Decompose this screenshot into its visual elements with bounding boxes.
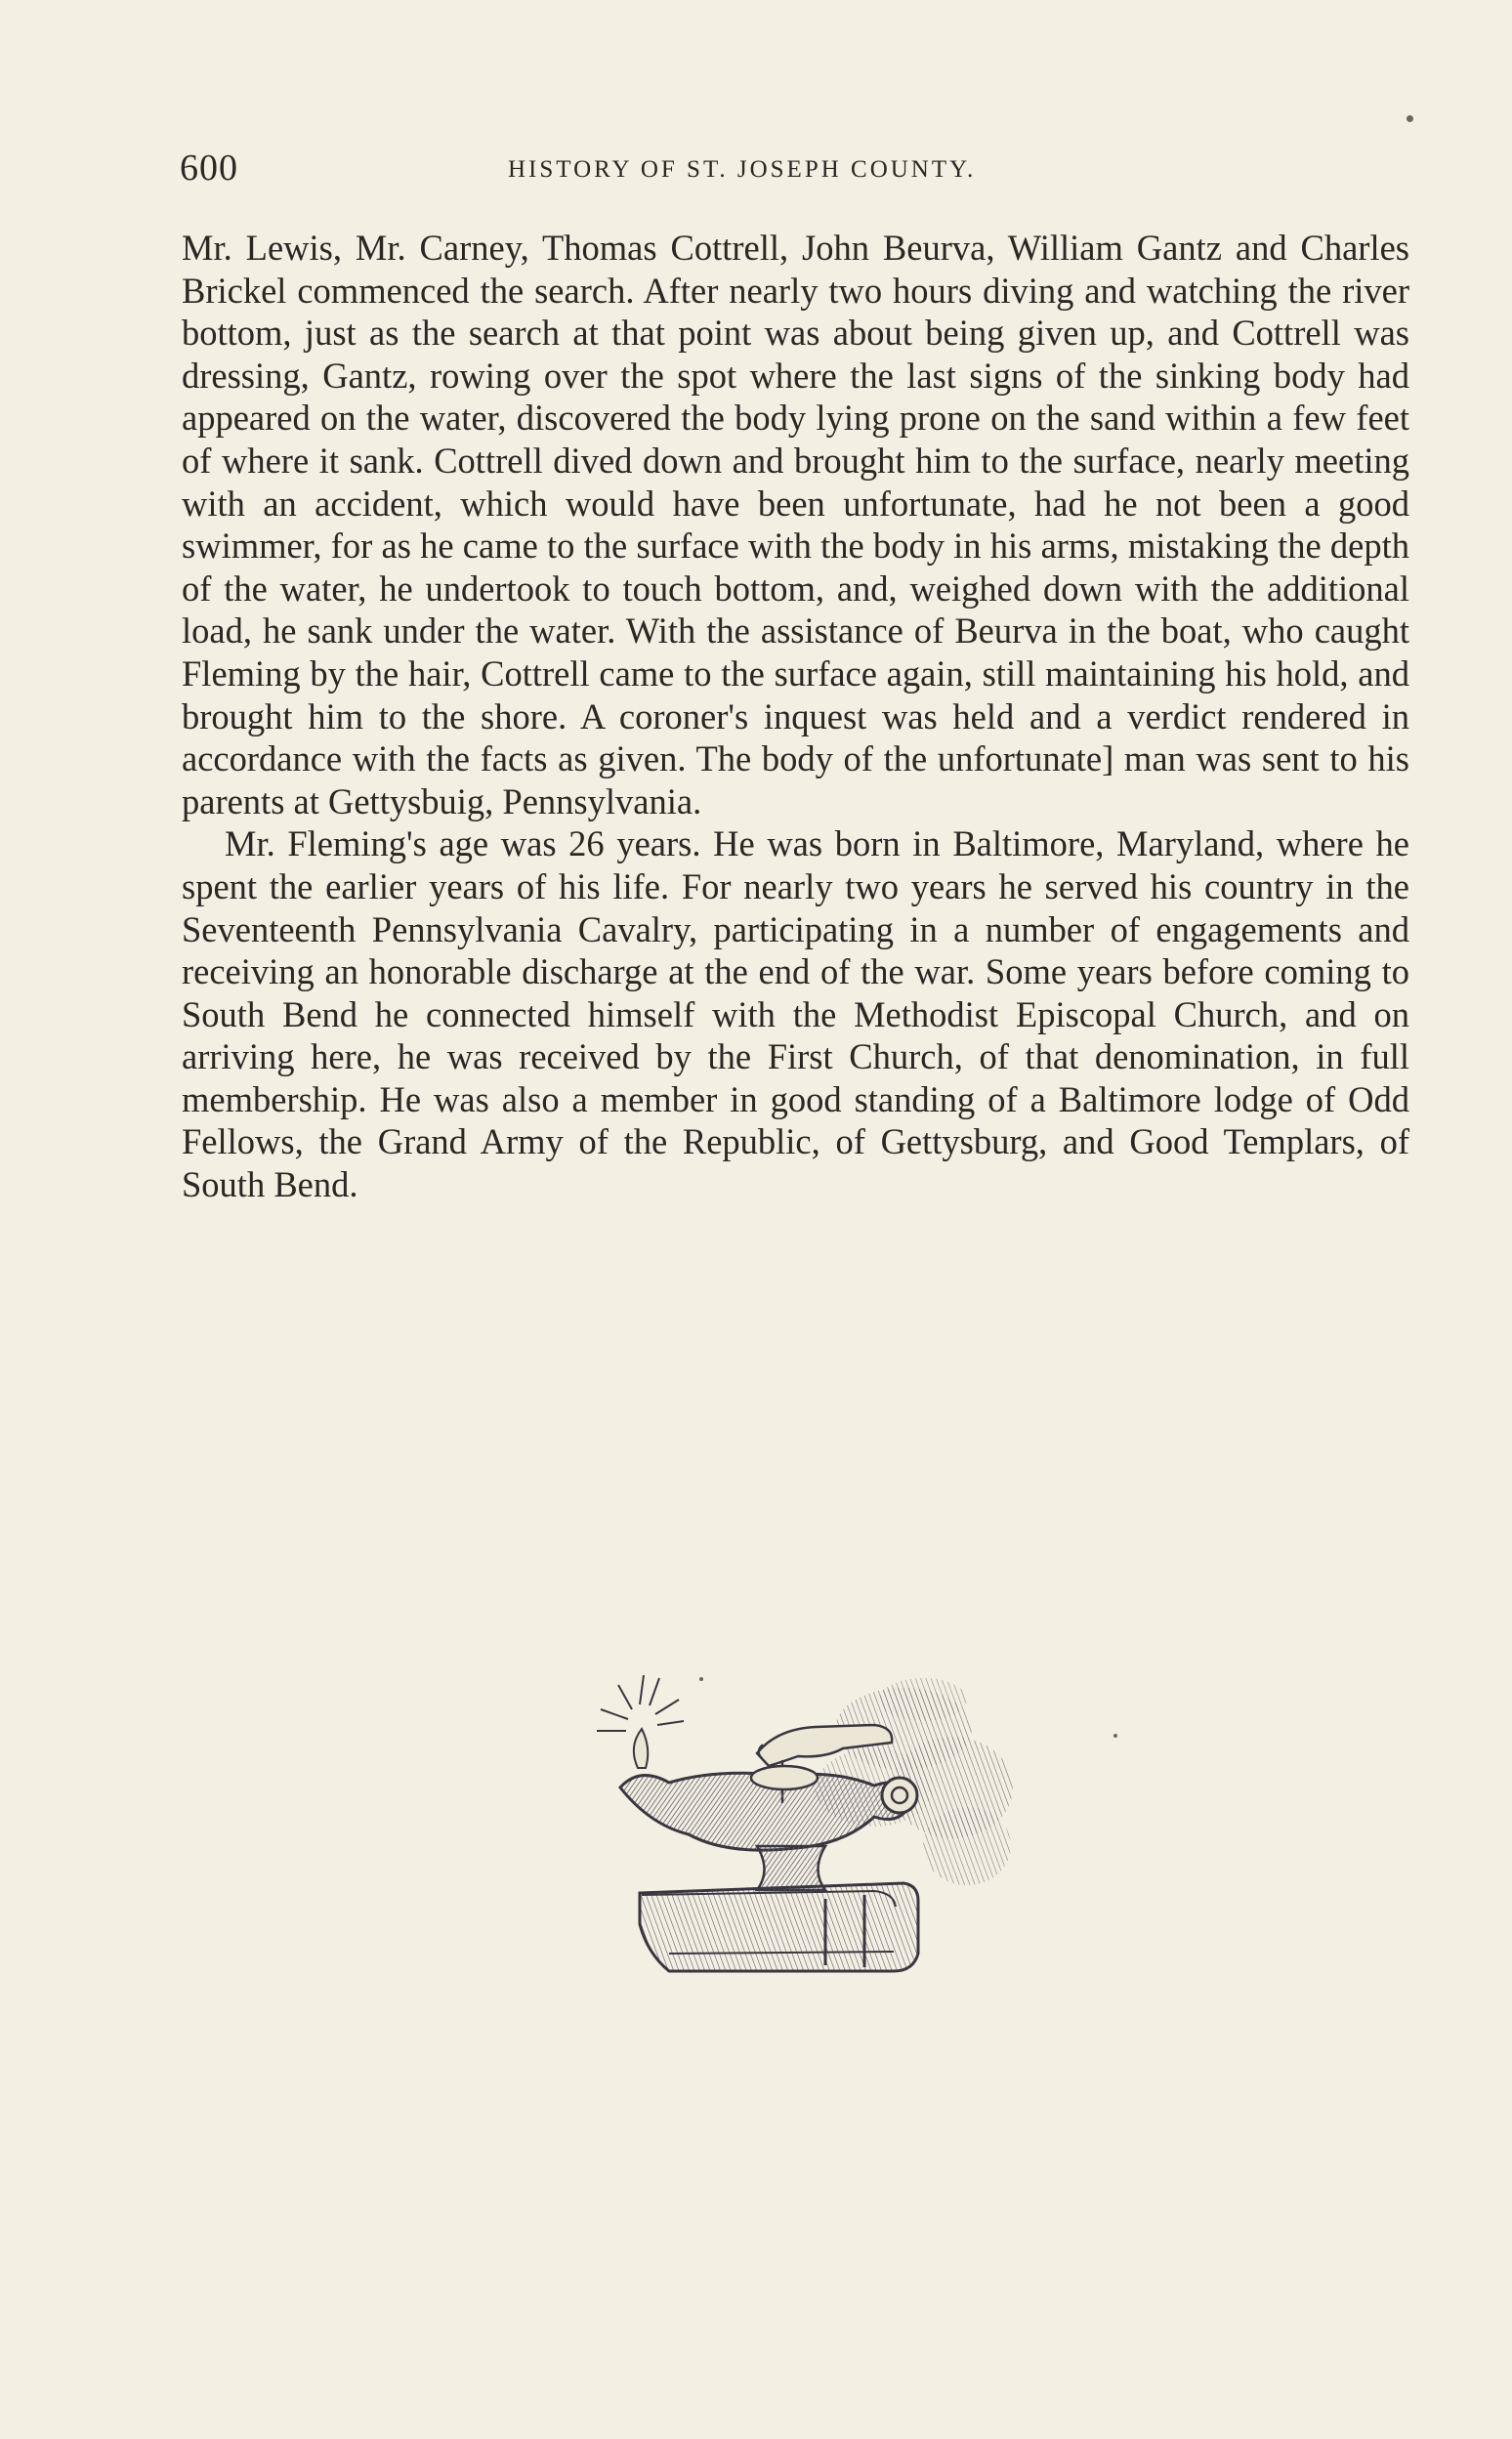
body-text — [182, 227, 1409, 1206]
running-head: HISTORY OF ST. JOSEPH COUNTY. — [508, 156, 977, 183]
lamp-vignette-icon — [581, 1661, 1021, 1993]
book-icon — [640, 1883, 918, 1971]
paragraph-2: Mr. Fleming's age was 26 years. He was born in Baltimore, Maryland, where he spent the earlier years of his life. For nearly two years he served his country in the Seventeenth Pennsylvania Cavalry, participating in a number of engagements and receiving an honorable discharge at the end of the war. Some years before coming to South Bend he connected himself with the Methodist Episcopal Church, and on arriving here, he was received by the First Church, of that denomination, in full membership. He was also a member in good standing of a Baltimore lodge of Odd Fellows, the Grand Army of the Republic, of Gettysburg, and Good Templars, of South Bend. — [182, 823, 1409, 1205]
flame-icon — [597, 1675, 684, 1768]
page-number: 600 — [180, 147, 238, 189]
speck — [1113, 1734, 1117, 1738]
speck — [1407, 115, 1413, 122]
speck — [699, 1677, 703, 1681]
paragraph-1: Mr. Lewis, Mr. Carney, Thomas Cottrell, John Beurva, William Gantz and Charles Brickel commenced the search. After nearly two hours diving and watching the river bottom, just as the search at that point was about being given up, and Cottrell was dressing, Gantz, rowing over the spot where the last signs of the sinking body had appeared on the water, discovered the body lying prone on the sand within a few feet of where it sank. Cottrell dived down and brought him to the surface, nearly meeting with an accident, which would have been unfortunate, had he not been a good swimmer, for as he came to the surface with the body in his arms, mistaking the depth of the water, he undertook to touch bottom, and, weighed down with the additional load, he sank under the water. With the assistance of Beurva in the boat, who caught Fleming by the hair, Cottrell came to the surface again, still maintaining his hold, and brought him to the shore. A coroner's inquest was held and a verdict rendered in accordance with the facts as given. The body of the unfortunate] man was sent to his parents at Gettysbuig, Pennsylvania. — [182, 228, 1409, 821]
oil-lamp-icon — [620, 1766, 917, 1890]
